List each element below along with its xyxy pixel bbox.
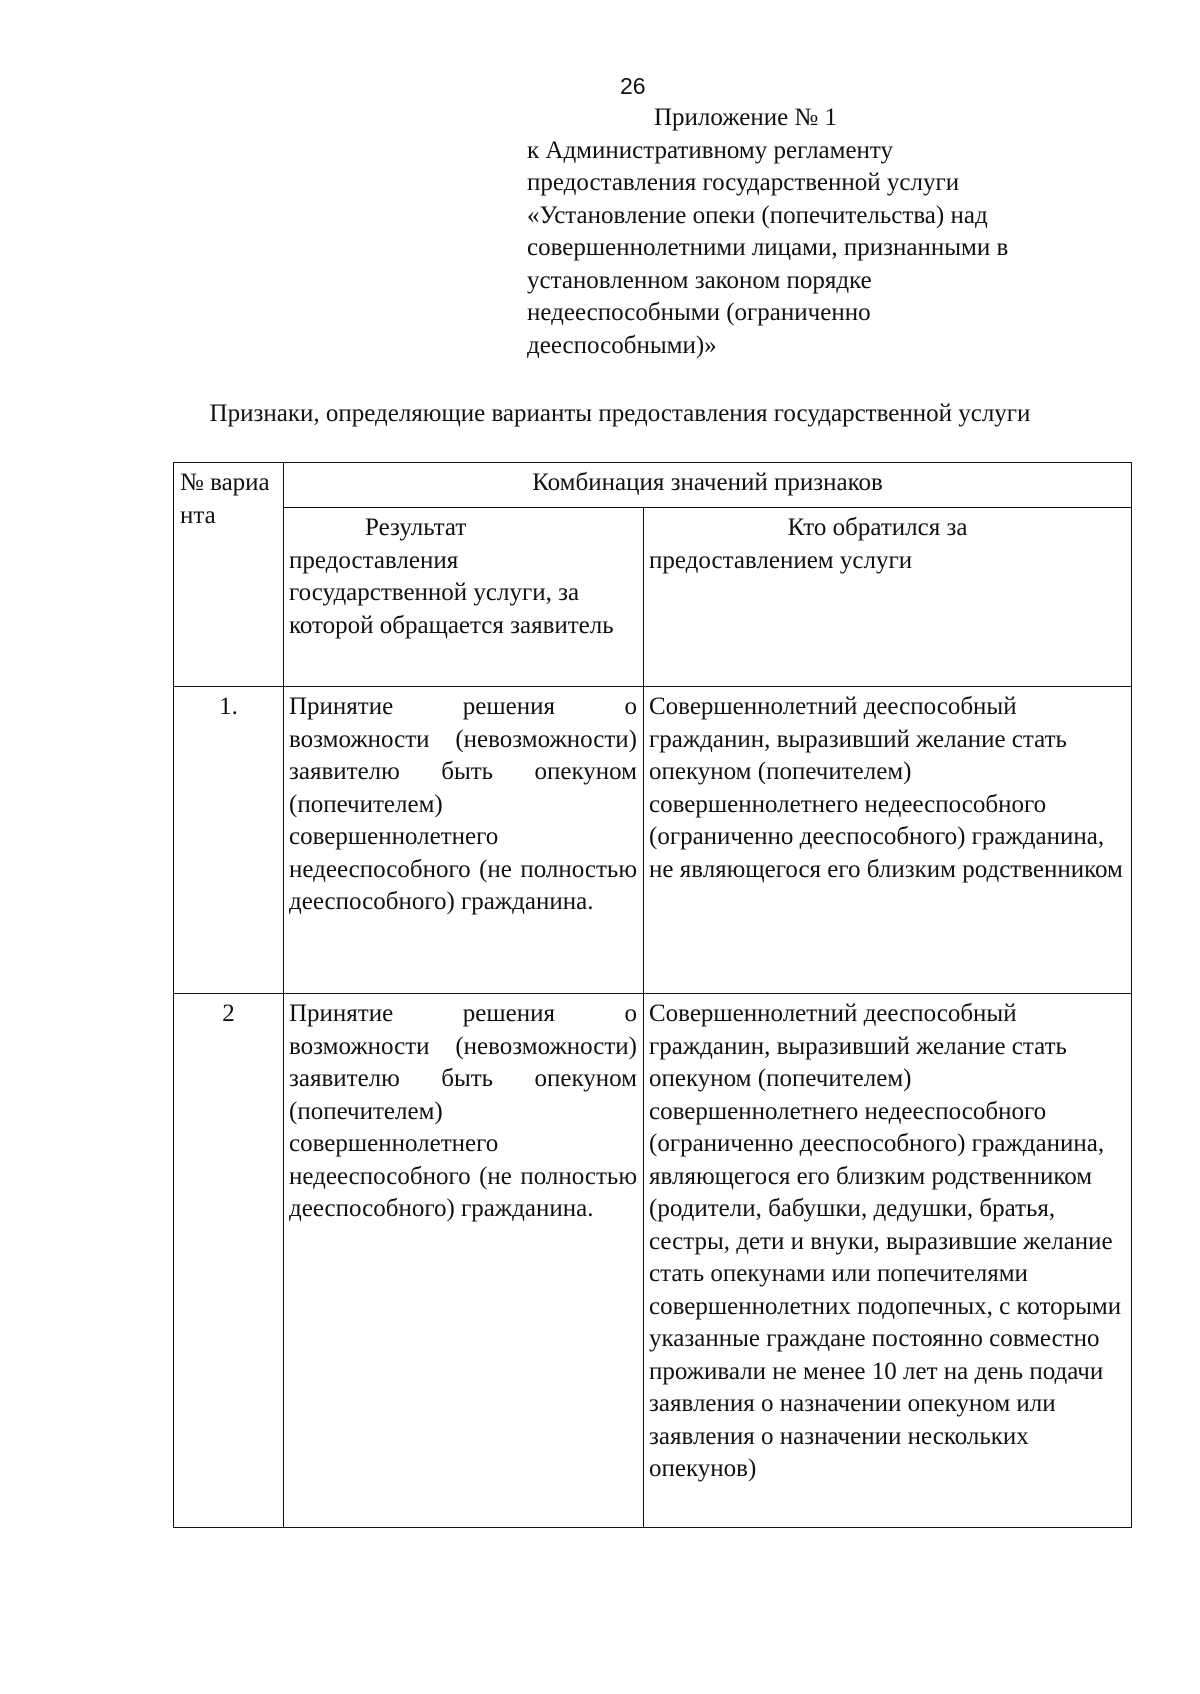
applicant-header-first-line: Кто обратился за (787, 514, 968, 541)
appendix-line: Приложение № 1 (654, 104, 838, 131)
table-row (174, 994, 1132, 1528)
variant-number-cell: 1. (174, 687, 284, 994)
appendix-line: «Установление опеки (попечительства) над (527, 201, 988, 229)
appendix-line: к Административному регламенту (527, 136, 894, 164)
table-subheader-row (174, 508, 1132, 687)
appendix-line: дееспособными)» (527, 331, 717, 359)
appendix-line: недееспособными (ограниченно (527, 299, 871, 326)
service-variants-table (173, 462, 1132, 1528)
combination-header: Комбинация значений признаков (284, 463, 1132, 508)
applicant-header-rest: предоставлением услуги (649, 546, 913, 574)
result-cell: Принятие решения о возможности (невозможности) заявителю быть опекуном (попечителем) совершеннолетнего недееспособного (не полностью дееспособного) гражданина. (284, 687, 644, 994)
applicant-cell: Совершеннолетний дееспособный гражданин, выразивший желание стать опекуном (попечителем) совершеннолетнего недееспособного (ограниченно дееспособного) гражданина, не являющегося его близким родственником (644, 687, 1132, 994)
table-header-row (174, 463, 1132, 508)
document-title: Признаки, определяющие варианты предоставления государственной услуги (209, 400, 1031, 427)
page-number: 26 (620, 73, 646, 99)
appendix-line: совершеннолетними лицами, признанными в (527, 234, 1009, 261)
result-cell: Принятие решения о возможности (невозможности) заявителю быть опекуном (попечителем) совершеннолетнего недееспособного (не полностью дееспособного) гражданина. (284, 994, 644, 1528)
applicant-header (644, 508, 1132, 687)
variant-number-cell: 2 (174, 994, 284, 1528)
applicant-cell: Совершеннолетний дееспособный гражданин, выразивший желание стать опекуном (попечителем) совершеннолетнего недееспособного (ограниченно дееспособного) гражданина, являющегося его близким родственником (родители, бабушки, дедушки, братья, сестры, дети и внуки, выразившие желание стать опекунами или попечителями совершеннолетних подопечных, с которыми указанные граждане постоянно совместно проживали не менее 10 лет на день подачи заявления о назначении опекуном или заявления о назначении нескольких опекунов) (644, 994, 1132, 1528)
appendix-header (527, 102, 1127, 362)
appendix-line: установленном законом порядке (527, 266, 872, 294)
variant-number-header: № варианта (174, 463, 284, 687)
appendix-line: предоставления государственной услуги (527, 169, 960, 196)
result-header (284, 508, 644, 687)
table-row (174, 687, 1132, 994)
result-header-first-line: Результат (365, 514, 467, 541)
result-header-rest: предоставления государственной услуги, за которой обращается заявитель (289, 546, 614, 639)
